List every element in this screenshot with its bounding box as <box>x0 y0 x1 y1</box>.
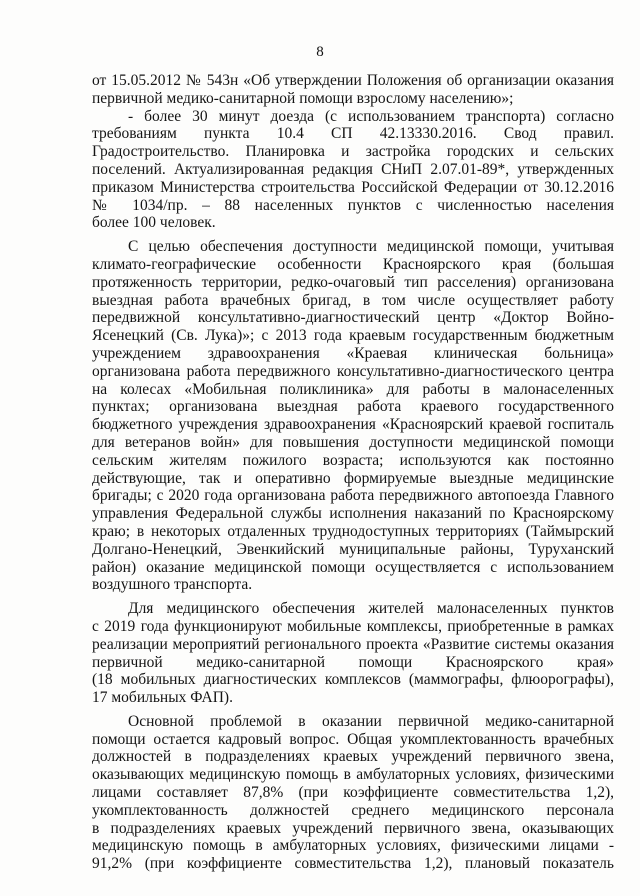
paragraph-p3 <box>92 238 614 594</box>
text-line: приказом Министерства строительства Российской Федерации от 30.12.2016 <box>92 178 614 196</box>
text-line: передвижной консультативно-диагностический центр «Доктор Войно- <box>92 309 614 327</box>
text-line: 91,2% (при коэффициенте совместительства 1,2), плановый показатель <box>92 855 614 873</box>
text-line: (18 мобильных диагностических комплексов (маммографы, флюорографы), <box>92 671 614 689</box>
paragraph-p2 <box>92 108 614 233</box>
page-number: 8 <box>316 44 324 60</box>
text-line: Ясенецкий (Св. Лука)»; с 2013 года краевым государственным бюджетным <box>92 327 614 345</box>
text-line: протяженность территории, редко-очаговый тип расселения) организована <box>92 273 614 291</box>
text-line: выездная работа врачебных бригад, в том числе осуществляет работу <box>92 291 614 309</box>
text-line: организована работа передвижного консультативно-диагностического центра <box>92 362 614 380</box>
text-line: пунктах; организована выездная работа краевого государственного <box>92 398 614 416</box>
document-body <box>92 72 614 873</box>
text-line: лицами составляет 87,8% (при коэффициенте совместительства 1,2), <box>92 784 614 802</box>
text-line: требованиям пункта 10.4 СП 42.13330.2016. Свод правил. <box>92 125 614 143</box>
text-line: - более 30 минут доезда (с использованием транспорта) согласно <box>128 107 614 125</box>
text-line: Градостроительство. Планировка и застройка городских и сельских <box>92 143 614 161</box>
text-line: климато-географические особенности Красноярского края (большая <box>92 255 614 273</box>
text-line: Для медицинского обеспечения жителей малонаселенных пунктов <box>128 600 614 618</box>
text-line: медицинскую помощь в амбулаторных условиях, физическими лицами - <box>92 837 614 855</box>
text-line: С целью обеспечения доступности медицинской помощи, учитывая <box>128 238 614 256</box>
text-line: бригады; с 2020 года организована работа передвижного автопоезда Главного <box>92 487 614 505</box>
text-line: воздушного транспорта. <box>92 576 253 594</box>
text-line: должностей в подразделениях краевых учреждений первичного звена, <box>92 748 614 766</box>
text-line: для ветеранов войн» для повышения доступности медицинской помощи <box>92 433 614 451</box>
text-line: управления Федеральной службы исполнения наказаний по Красноярскому <box>92 505 614 523</box>
text-line: поселений. Актуализированная редакция СНиП 2.07.01-89*, утвержденных <box>92 160 614 178</box>
text-line: укомплектованность должностей среднего медицинского персонала <box>92 801 614 819</box>
text-line: первичной медико-санитарной помощи Красноярского края» <box>92 653 614 671</box>
text-line: краю; в некоторых отдаленных труднодоступных территориях (Таймырский <box>92 522 614 540</box>
text-line: на колесах «Мобильная поликлиника» для работы в малонаселенных <box>92 380 614 398</box>
text-line: с 2019 года функционируют мобильные комплексы, приобретенные в рамках <box>92 617 614 635</box>
text-line: реализации мероприятий регионального проекта «Развитие системы оказания <box>92 635 614 653</box>
text-line: Основной проблемой в оказании первичной медико-санитарной <box>128 712 614 730</box>
paragraph-p5 <box>92 713 614 873</box>
text-line: помощи остается кадровый вопрос. Общая укомплектованность врачебных <box>92 730 614 748</box>
text-line: от 15.05.2012 № 543н «Об утверждении Положения об организации оказания <box>92 72 614 89</box>
paragraph-p1 <box>92 72 614 108</box>
text-line: район) оказание медицинской помощи осуществляется с использованием <box>92 558 614 576</box>
text-line: учреждением здравоохранения «Краевая клиническая больница» <box>92 344 614 362</box>
text-line: 17 мобильных ФАП). <box>92 689 233 707</box>
paragraph-p4 <box>92 600 614 707</box>
text-line: оказывающих медицинскую помощь в амбулаторных условиях, физическими <box>92 766 614 784</box>
text-line: действующие, так и оперативно формируемые выездные медицинские <box>92 469 614 487</box>
text-line: более 100 человек. <box>92 214 216 232</box>
text-line: № 1034/пр. – 88 населенных пунктов с численностью населения <box>92 196 614 214</box>
text-line: бюджетного учреждения здравоохранения «Красноярский краевой госпиталь <box>92 416 614 434</box>
text-line: в подразделениях краевых учреждений первичного звена, оказывающих <box>92 819 614 837</box>
text-line: первичной медико-санитарной помощи взрослому населению»; <box>92 89 514 107</box>
text-line: Долгано-Ненецкий, Эвенкийский муниципальные районы, Туруханский <box>92 540 614 558</box>
text-line: сельским жителям пожилого возраста; используются как постоянно <box>92 451 614 469</box>
